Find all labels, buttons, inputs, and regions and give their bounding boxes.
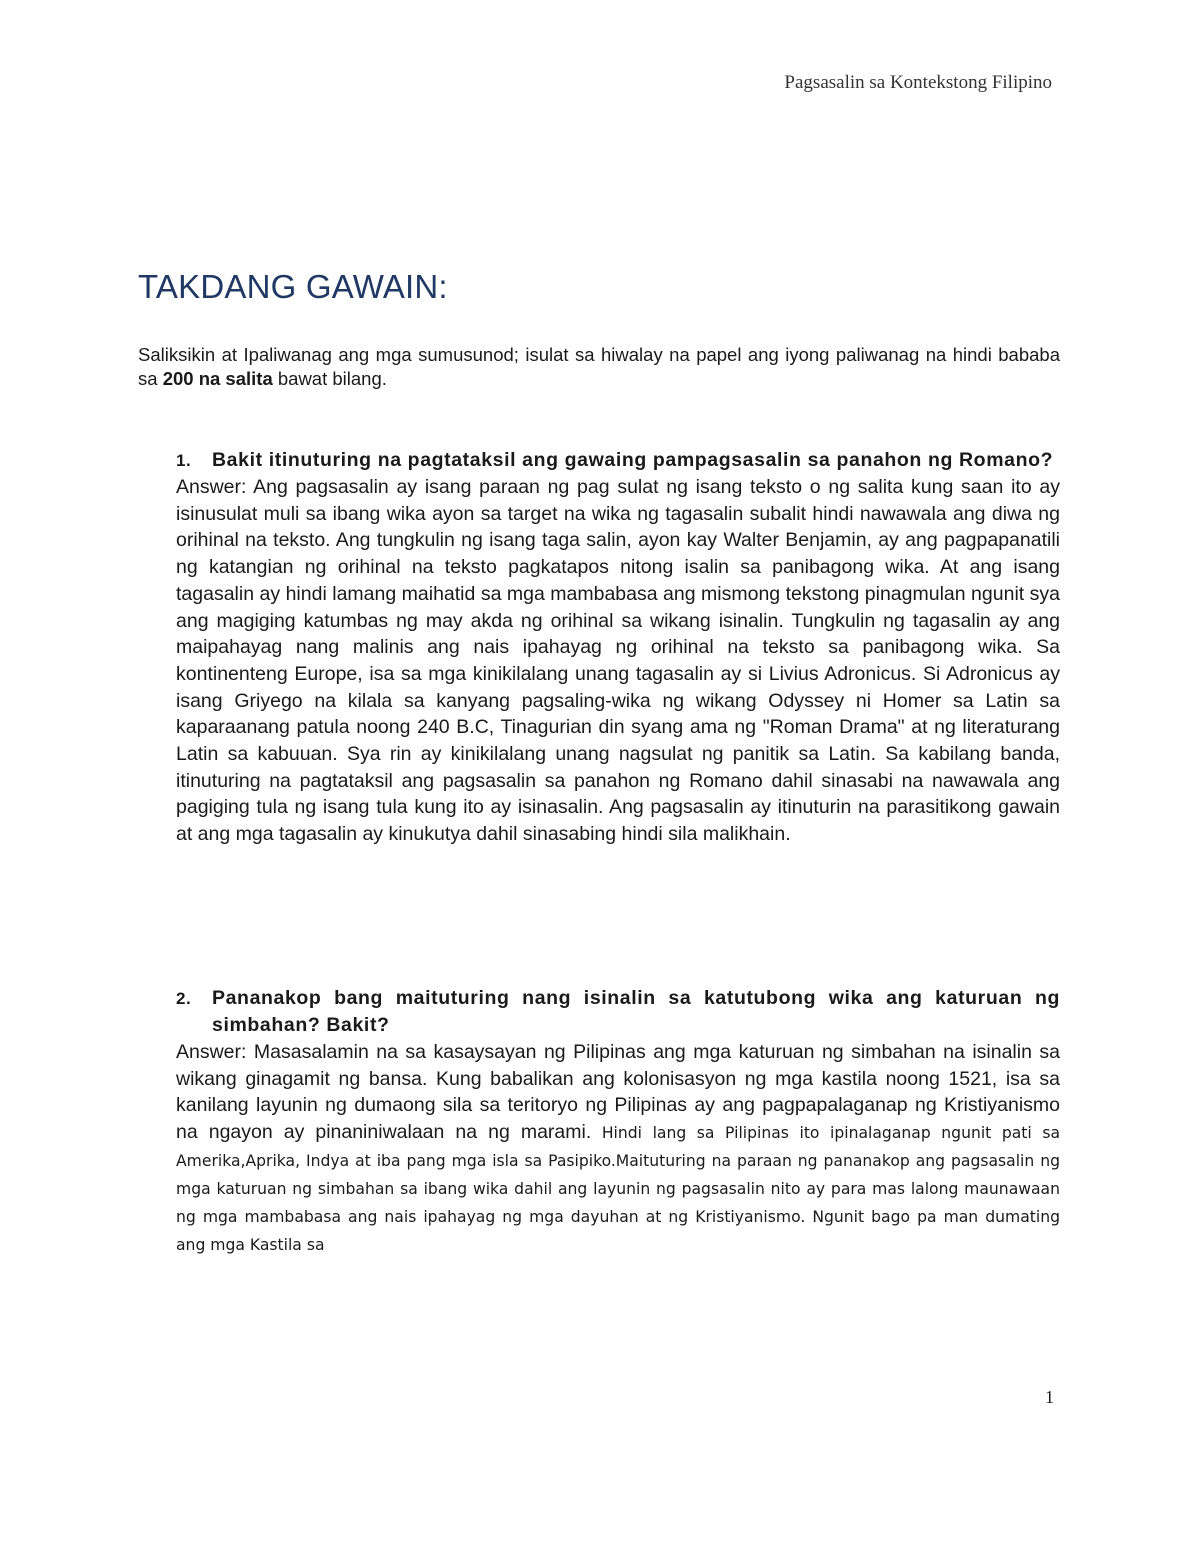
- instructions-text-after: bawat bilang.: [272, 368, 387, 389]
- page-number: 1: [1045, 1387, 1054, 1407]
- instructions-text-before: Saliksikin at Ipaliwanag ang mga sumusunod; isulat sa hiwalay na papel ang iyong paliwanag na hindi bababa sa: [138, 344, 1060, 389]
- page-title: TAKDANG GAWAIN:: [138, 268, 448, 305]
- question-item-2: [176, 985, 1060, 1259]
- question-heading-2: [176, 985, 1060, 1039]
- question-text-2: Pananakop bang maituturing nang isinalin sa katutubong wika ang katuruan ng simbahan? Bakit?: [212, 987, 1060, 1036]
- question-item-1: [176, 447, 1060, 848]
- answer-text-2-part-2: Hindi lang sa Pilipinas ito ipinalaganap ngunit pati sa Amerika,Aprika, Indya at iba pang mga isla sa Pasipiko.Maituturing na paraan ng pananakop ang pagsasalin ng mga katuruan ng simbahan sa ibang wika dahil ang layunin ng pagsasalin nito ay para mas lalong maunawaan ng mga mambabasa ang nais ipahayag ng mga dayuhan at ng Kristiyanismo. Ngunit bago pa man dumating ang mga Kastila sa: [176, 1124, 1060, 1255]
- question-number-2: 2.: [176, 989, 192, 1008]
- question-text-1: Bakit itinuturing na pagtataksil ang gawaing pampagsasalin sa panahon ng Romano?: [212, 449, 1054, 471]
- instructions-word-count: 200 na salita: [162, 368, 273, 389]
- answer-text-2-part-1: Answer: Masasalamin na sa kasaysayan ng Pilipinas ang mga katuruan ng simbahan na isinalin sa wikang ginagamit ng bansa. Kung babalikan ang kolonisasyon ng mga kastila noong 1521, isa sa kanilang layunin ng dumaong sila sa teritoryo ng Pilipinas ay ang pagpapalaganap ng Kristiyanismo na ngayon ay pinaniniwalaan na ng marami.: [176, 1041, 1060, 1144]
- question-number-1: 1.: [176, 451, 192, 470]
- question-heading-1: [176, 447, 1060, 474]
- instructions: [138, 343, 1060, 391]
- answer-text-1: Answer: Ang pagsasalin ay isang paraan ng pag sulat ng isang teksto o ng salita kung saan ito ay isinusulat muli sa ibang wika ayon sa target na wika ng tagasalin subalit hindi nawawala ang diwa ng orihinal na teksto. Ang tungkulin ng isang taga salin, ayon kay Walter Benjamin, ay ang pagpapanatili ng katangian ng orihinal na teksto pagkatapos nitong isalin sa panibagong wika. At ang isang tagasalin ay hindi lamang maihatid sa mga mambabasa ang mismong tekstong pinagmulan ngunit sya ang magiging katumbas ng may akda ng orihinal sa wikang isinalin. Tungkulin ng tagasalin ay ang maipahayag nang malinis ang nais ipahayag ng orihinal na teksto sa panibagong wika. Sa kontinenteng Europe, isa sa mga kinikilalang unang tagasalin ay si Livius Adronicus. Si Adronicus ay isang Griyego na kilala sa kanyang pagsaling-wika ng wikang Odyssey ni Homer sa Latin sa kaparaanang patula noong 240 B.C, Tinagurian din syang ama ng "Roman Drama" at ng literaturang Latin sa kabuuan. Sya rin ay kinikilalang unang nagsulat ng panitik sa Latin. Sa kabilang banda, itinuturing na pagtataksil ang pagsasalin sa panahon ng Romano dahil sinasabi na nawawala ang pagiging tula ng isang tula kung ito ay isinasalin. Ang pagsasalin ay itinuturin na parasitikong gawain at ang mga tagasalin ay kinukutya dahil sinasabing hindi sila malikhain.: [176, 476, 1060, 846]
- answer-text-2: [176, 1039, 1060, 1259]
- running-header: Pagsasalin sa Kontekstong Filipino: [784, 72, 1052, 93]
